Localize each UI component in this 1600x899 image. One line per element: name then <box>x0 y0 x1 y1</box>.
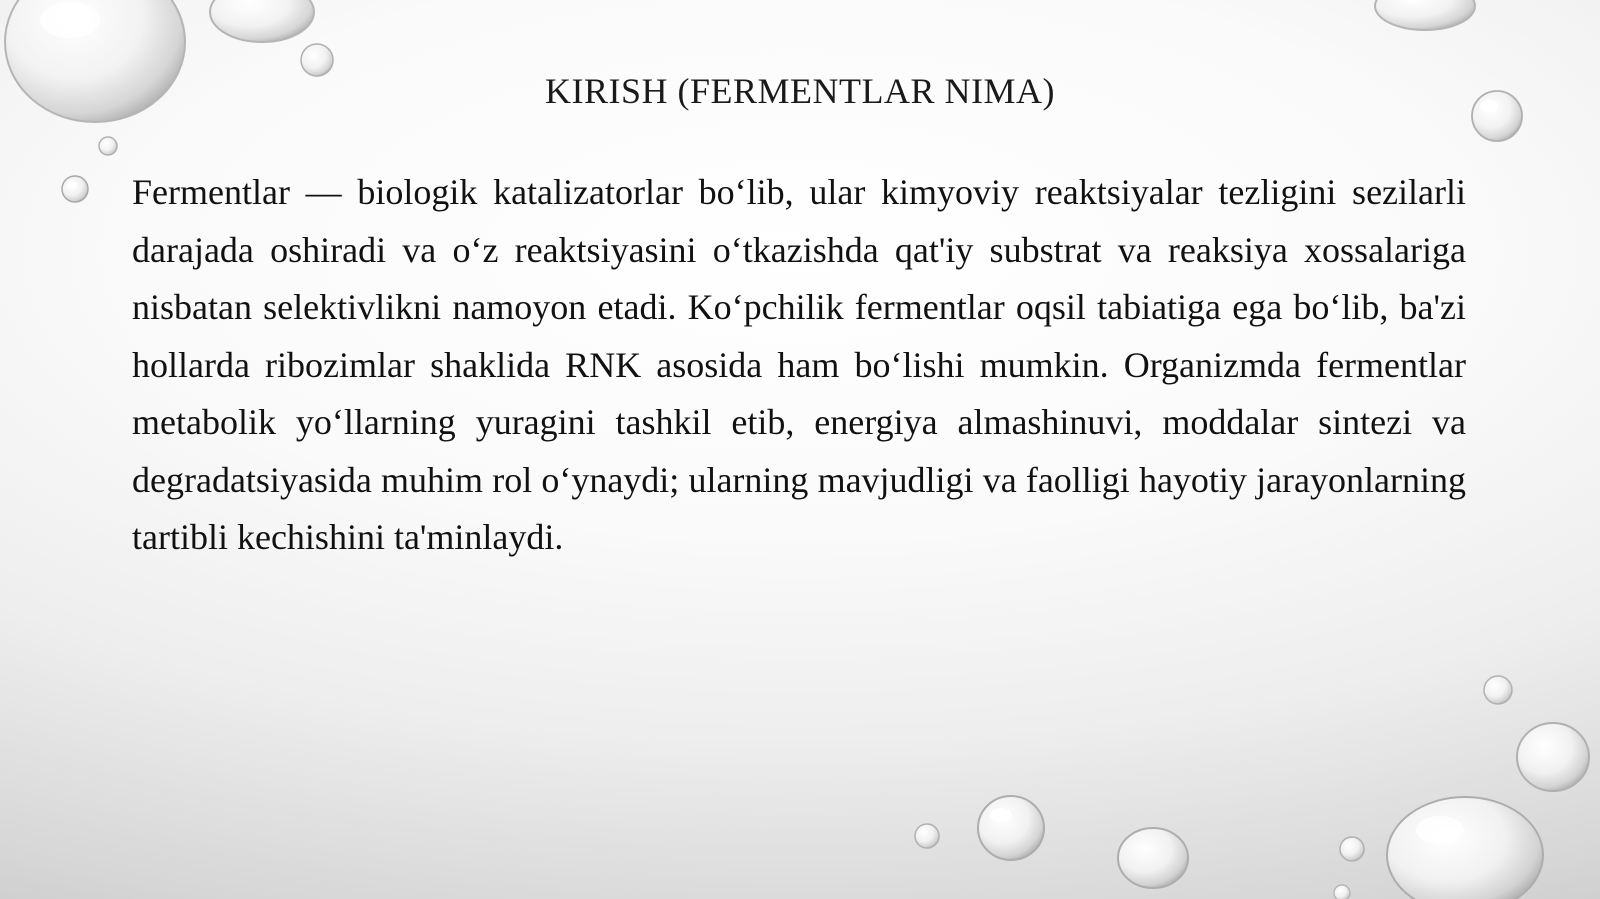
droplet-icon <box>99 137 117 155</box>
water-drop-bullet-icon <box>60 174 90 204</box>
slide-content <box>132 164 1466 567</box>
droplet-icon <box>1472 91 1522 141</box>
droplet-icon <box>1484 676 1512 704</box>
slide-title: KIRISH (FERMENTLAR NIMA) <box>545 71 1055 111</box>
droplet-icon <box>978 796 1044 860</box>
body-paragraph: Fermentlar — biologik katalizatorlar bo‘lib, ular kimyoviy reaktsiyalar tezligini sezilarli darajada oshiradi va o‘z reaktsiyasini o‘tkazishda qat'iy substrat va reaksiya xossalariga nisbatan selektivlikni namoyon etadi. Ko‘pchilik fermentlar oqsil tabiatiga ega bo‘lib, ba'zi hollarda ribozimlar shaklida RNK asosida ham bo‘lishi mumkin. Organizmda fermentlar metabolik yo‘llarning yuragini tashkil etib, energiya almashinuvi, moddalar sintezi va degradatsiyasida muhim rol o‘ynaydi; ularning mavjudligi va faolligi hayotiy jarayonlarning tartibli kechishini ta'minlaydi. <box>132 172 1466 557</box>
droplet-icon <box>301 44 333 76</box>
droplet-icon <box>1387 797 1543 899</box>
droplet-icon <box>1118 828 1188 888</box>
droplet-icon <box>1340 837 1364 861</box>
droplet-icon <box>5 0 185 122</box>
droplet-icon <box>210 0 314 42</box>
droplet-icon <box>915 824 939 848</box>
droplet-icon <box>1334 885 1350 899</box>
droplet-icon <box>1517 723 1589 791</box>
droplet-icon <box>1375 0 1475 30</box>
